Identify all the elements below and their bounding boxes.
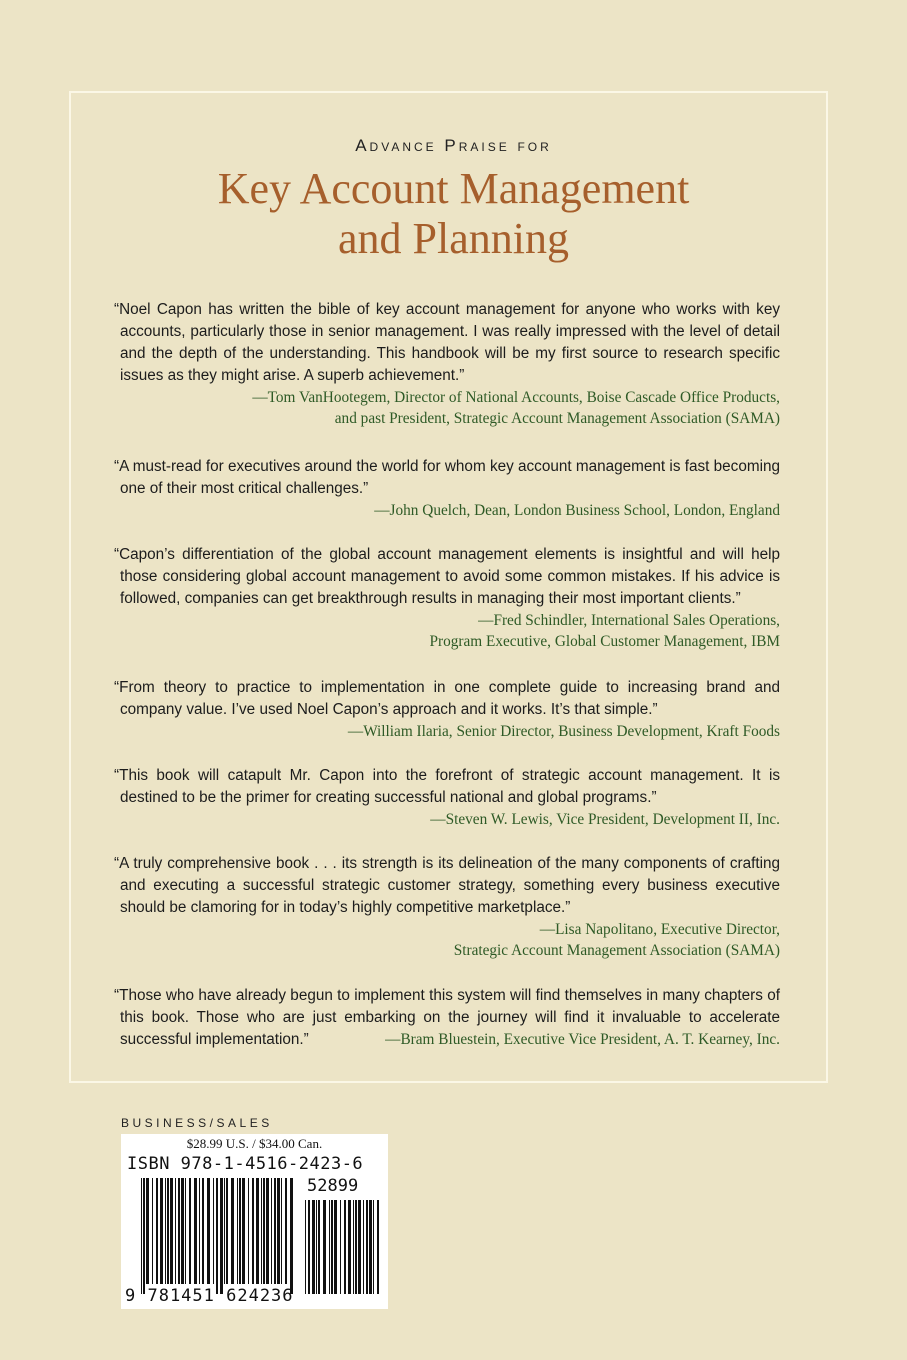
barcode-bar — [181, 1178, 184, 1284]
barcode-bar — [175, 1178, 176, 1284]
barcode-bar — [194, 1178, 197, 1284]
book-title-line1: Key Account Management — [217, 164, 690, 213]
barcode-bar — [277, 1178, 280, 1284]
barcode-bar — [199, 1178, 200, 1284]
barcode-bar — [224, 1178, 225, 1284]
praise-quelch-vanhootegem — [114, 299, 780, 429]
barcode-bar — [334, 1200, 337, 1294]
praise-quote — [114, 985, 780, 1051]
barcode-bar — [348, 1200, 351, 1294]
barcode-bar — [271, 1178, 272, 1284]
praise-attribution: Program Executive, Global Customer Management, IBM — [429, 633, 780, 650]
barcode-bar — [231, 1178, 234, 1284]
barcode-bar — [353, 1200, 354, 1294]
praise-attribution: —William Ilaria, Senior Director, Business Development, Kraft Foods — [347, 723, 780, 740]
barcode-bar — [373, 1200, 374, 1294]
praise-ilaria — [114, 677, 780, 742]
barcode-bar — [329, 1200, 330, 1294]
praise-quelch — [114, 456, 780, 521]
barcode-bar — [274, 1178, 276, 1284]
barcode-bar — [316, 1200, 317, 1294]
barcode-bar — [369, 1200, 372, 1294]
barcode-bar — [340, 1200, 341, 1294]
barcode-bar — [178, 1178, 180, 1284]
barcode-bar — [256, 1178, 259, 1284]
barcode-bar — [312, 1200, 315, 1294]
praise-bluestein — [114, 985, 780, 1051]
barcode-bar — [358, 1200, 361, 1294]
barcode-bar — [185, 1178, 186, 1284]
barcode-bar — [281, 1178, 282, 1284]
barcode-bar — [146, 1178, 149, 1284]
addon-barcode — [305, 1200, 379, 1294]
barcode-bar — [213, 1178, 214, 1284]
barcode-bar — [141, 1178, 142, 1294]
barcode-bar — [266, 1178, 269, 1284]
praise-quote: “This book will catapult Mr. Capon into the forefront of strategic account management. It is destined to be the primer for creating successful national and global programs.” — [114, 767, 780, 806]
barcode-bar — [202, 1178, 204, 1284]
praise-quote: “A truly comprehensive book . . . its strength is its delineation of the many components of crafting and executing a successful strategic customer strategy, something every business executive should be clamoring for in today’s highly competitive marketplace.” — [114, 855, 780, 916]
barcode-bar — [377, 1200, 379, 1294]
barcode-bar — [355, 1200, 357, 1294]
barcode-bar — [152, 1178, 153, 1284]
praise-attribution: —Lisa Napolitano, Executive Director, — [539, 921, 780, 938]
barcode-bar — [242, 1178, 245, 1284]
barcode-bar — [207, 1178, 210, 1284]
barcode-bar — [285, 1178, 287, 1284]
barcode-bar — [165, 1178, 166, 1284]
barcode-bar — [344, 1200, 346, 1294]
barcode-bar — [239, 1178, 241, 1284]
book-title-line2: and Planning — [338, 214, 569, 263]
isbn-label: ISBN 978-1-4516-2423-6 — [127, 1154, 364, 1174]
barcode-bar — [216, 1178, 218, 1294]
barcode-bar — [290, 1178, 293, 1294]
barcode-panel — [121, 1134, 388, 1309]
barcode-bar — [143, 1178, 145, 1294]
barcode-bar — [237, 1178, 238, 1284]
praise-attribution: —Tom VanHootegem, Director of National Accounts, Boise Cascade Office Products, — [252, 389, 780, 406]
barcode-bar — [331, 1200, 333, 1294]
praise-attribution: —Fred Schindler, International Sales Operations, — [478, 612, 780, 629]
barcode-bar — [261, 1178, 262, 1284]
barcode-bar — [167, 1178, 169, 1284]
barcode-bar — [305, 1200, 306, 1294]
ean-number: 9 781451 624236 — [125, 1286, 294, 1306]
price-label: $28.99 U.S. / $34.00 Can. — [186, 1136, 323, 1151]
praise-attribution: —Bram Bluestein, Executive Vice President, A. T. Kearney, Inc. — [385, 1031, 780, 1048]
barcode-bar — [160, 1178, 163, 1284]
barcode-bar — [363, 1200, 364, 1294]
barcode-bar — [248, 1178, 249, 1284]
barcode-bar — [226, 1178, 228, 1284]
ean-barcode — [141, 1178, 293, 1294]
praise-quote: “Noel Capon has written the bible of key account management for anyone who works with key accounts, particularly those in senior management. I was really impressed with the level of detail and the depth of the understanding. This handbook will be my first source to research specific issues as they might arise. A superb achievement.” — [114, 301, 780, 384]
praise-attribution: and past President, Strategic Account Management Association (SAMA) — [334, 410, 780, 427]
praise-schindler — [114, 544, 780, 652]
barcode-bar — [308, 1200, 310, 1294]
barcode-graphic — [121, 1134, 388, 1309]
barcode-bar — [252, 1178, 254, 1284]
praise-attribution: —John Quelch, Dean, London Business School, London, England — [374, 502, 780, 519]
barcode-bar — [323, 1200, 326, 1294]
book-title — [0, 164, 907, 264]
praise-quote: “From theory to practice to implementation in one complete guide to increasing brand and company value. I’ve used Noel Capon’s approach and it works. It’s that simple.” — [114, 679, 780, 718]
category-label: BUSINESS/SALES — [121, 1116, 273, 1130]
advance-praise-heading: Advance Praise for — [355, 136, 552, 155]
barcode-bar — [170, 1178, 173, 1284]
praise-quote: “Capon’s differentiation of the global account management elements is insightful and will help those considering global account management to avoid some common mistakes. If his advice is followed, companies can get breakthrough results in managing their most important clients.” — [114, 546, 780, 607]
praise-lewis — [114, 765, 780, 830]
barcode-bar — [220, 1178, 223, 1294]
barcode-bar — [156, 1178, 158, 1284]
praise-attribution: Strategic Account Management Association (SAMA) — [453, 942, 780, 959]
barcode-bar — [366, 1200, 368, 1294]
barcode-bar — [263, 1178, 265, 1284]
barcode-bar — [189, 1178, 191, 1284]
price-code-label: 52899 — [307, 1176, 359, 1196]
praise-quote-text: “Those who have already begun to implement this system will find themselves in many chapters of this book. Those who are just embarking on the journey will find it invaluable to accelerate successful implementation.” — [114, 987, 780, 1048]
praise-attribution: —Steven W. Lewis, Vice President, Development II, Inc. — [430, 811, 780, 828]
praise-quote: “A must-read for executives around the world for whom key account management is fast becoming one of their most critical challenges.” — [114, 458, 780, 497]
praise-napolitano — [114, 853, 780, 961]
barcode-bar — [318, 1200, 320, 1294]
